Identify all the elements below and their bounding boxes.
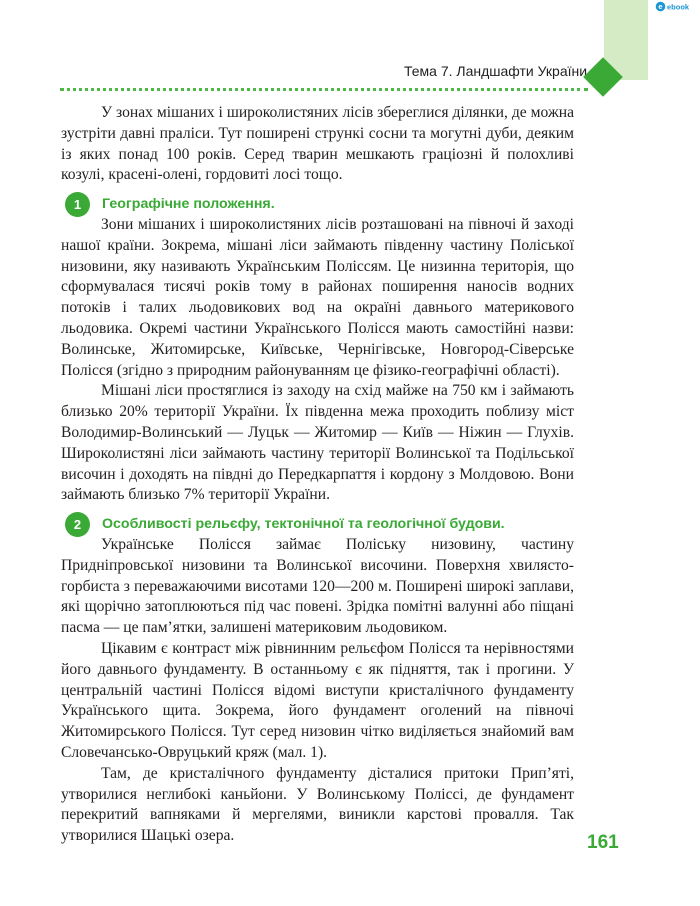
section-1-paragraph-2: Мішані ліси простяглися із заходу на схід майже на 750 км і займають близько 20% території України. Їх південна межа проходить поблизу міст Володимир-Волинський — Луцьк — Житомир — Київ — Ніжин — Глухів. Широколистяні ліси займають частину території Волинської та Подільської височин і доходять на півдні до Передкарпаття і кордону з Молдовою. Вони займають близько 7% території України. — [61, 382, 574, 504]
intro-paragraph: У зонах мішаних і широколистяних лісів збереглися ділянки, де можна зустріти давні праліси. Тут поширені стрункі сосни та могутні дуби, деяким із яких понад 100 років. Серед тварин мешкають граціозні й полохливі козулі, красені-олені, гордовиті лосі тощо. — [61, 104, 574, 184]
section-1-number-badge: 1 — [65, 192, 90, 217]
section-2-heading — [61, 514, 574, 535]
page-body — [61, 103, 574, 847]
section-2-title: Особливості рельєфу, тектонічної та геологічної будови. — [102, 516, 505, 533]
section-2-number-badge: 2 — [65, 512, 90, 537]
section-1-title: Географічне положення. — [102, 196, 275, 213]
running-header-title: Тема 7. Ландшафти України — [404, 63, 588, 79]
section-2-paragraph-2: Цікавим є контраст між рівнинним рельєфом Полісся та нерівностями його давнього фундаменту. В останньому є як підняття, так і прогини. У центральній частині Полісся відомі виступи кристалічного фундаменту Українського щита. Зокрема, його фундамент оголений на півночі Житомирського Полісся. Тут серед низовин чітко виділяється знайомий вам Словечансько-Овруцький кряж (мал. 1). — [61, 639, 574, 761]
ebook-logo — [655, 1, 699, 12]
svg-text:ebook: ebook — [667, 2, 690, 12]
header-dotted-rule — [60, 88, 588, 91]
section-2-paragraph-1: Українське Полісся займає Поліську низовину, частину Придніпровської низовини та Волинської височини. Поверхня хвилясто-горбиста з переважаючими висотами 120—200 м. Поширені широкі заплави, які щорічно затоплюються під час повені. Зрідка помітні валунні або піщані пасма — це пам’ятки, залишені материковим льодовиком. — [61, 535, 574, 637]
section-1-heading — [61, 194, 574, 215]
svg-text:e: e — [658, 2, 663, 12]
section-1-paragraph-1: Зони мішаних і широколистяних лісів розташовані на півночі й заході нашої країни. Зокрема, мішані ліси займають південну частину Поліської низовини, яку називають Українським Поліссям. Це низинна територія, що сформувалася тисячі років тому в районах поширення наносів водних потоків і талих льодовикових вод на окраїні давнього материкового льодовика. Окремі частини Українського Полісся мають самостійні назви: Волинське, Житомирське, Київське, Чернігівське, Новгород-Сіверське Полісся (згідно з природним районуванням це фізико-географічні області). — [61, 215, 574, 379]
page-number: 161 — [587, 832, 619, 853]
section-2-paragraph-3: Там, де кристалічного фундаменту дісталися притоки Прип’яті, утворилися неглибокі каньйони. У Волинському Поліссі, де фундамент перекритий вапняками й мергелями, виникли карстові провалля. Так утворилися Шацькі озера. — [61, 764, 574, 845]
